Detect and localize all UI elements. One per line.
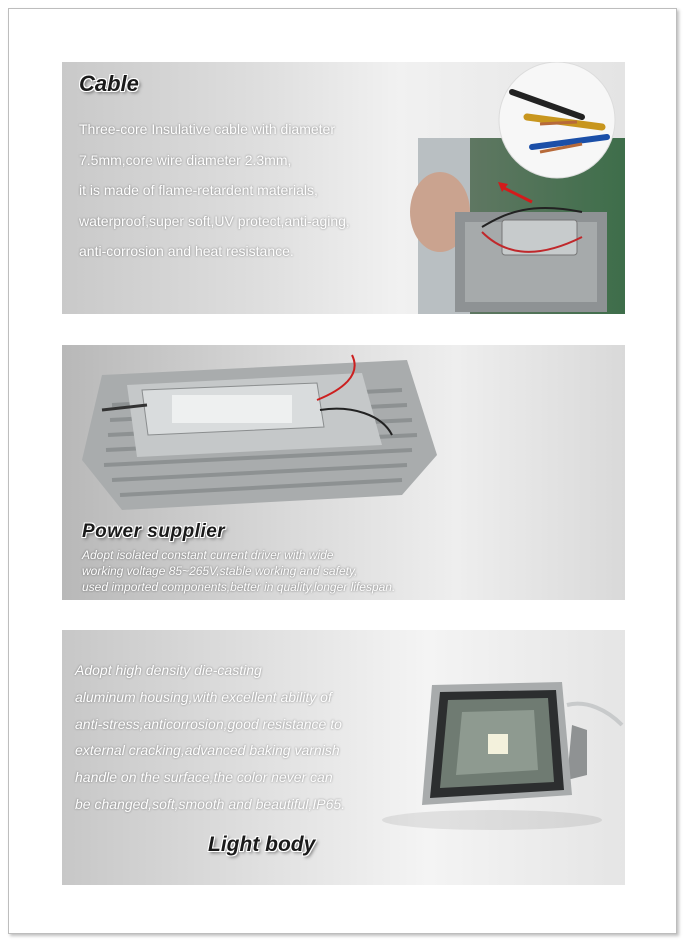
power-section — [62, 345, 625, 600]
light-body-line: be changed,soft,smooth and beautiful,IP65. — [75, 795, 346, 812]
cable-line: it is made of flame-retardent materials, — [79, 182, 318, 198]
power-line: Adopt isolated constant current driver with wide — [82, 548, 334, 562]
light-body-description — [75, 657, 345, 818]
cable-description — [79, 114, 350, 267]
cable-section — [62, 62, 625, 314]
light-body-line: anti-stress,anticorrosion,good resistance to — [75, 715, 342, 732]
light-body-line: Adopt high density die-casting — [75, 662, 262, 678]
cable-line: Three-core Insulative cable with diameter — [79, 121, 336, 137]
cable-line: 7.5mm,core wire diameter 2.3mm, — [79, 151, 292, 168]
light-body-line: external cracking,advanced baking varnish — [75, 742, 340, 759]
light-body-section — [62, 630, 625, 885]
light-body-heading: Light body — [208, 833, 316, 856]
power-line: working voltage 85~265V,stable working and safety, — [82, 564, 358, 578]
cable-heading: Cable — [79, 71, 139, 96]
power-description — [82, 547, 395, 595]
cable-line: waterproof,super soft,UV protect,anti-aging, — [79, 212, 350, 229]
cable-line: anti-corrosion and heat resistance. — [79, 243, 294, 259]
power-line: used imported components,better in quality,longer lifespan. — [82, 580, 396, 594]
light-body-line: aluminum housing,with excellent ability of — [75, 688, 332, 705]
power-heading: Power supplier — [82, 521, 226, 542]
light-body-line: handle on the surface,the color never can — [75, 769, 333, 786]
